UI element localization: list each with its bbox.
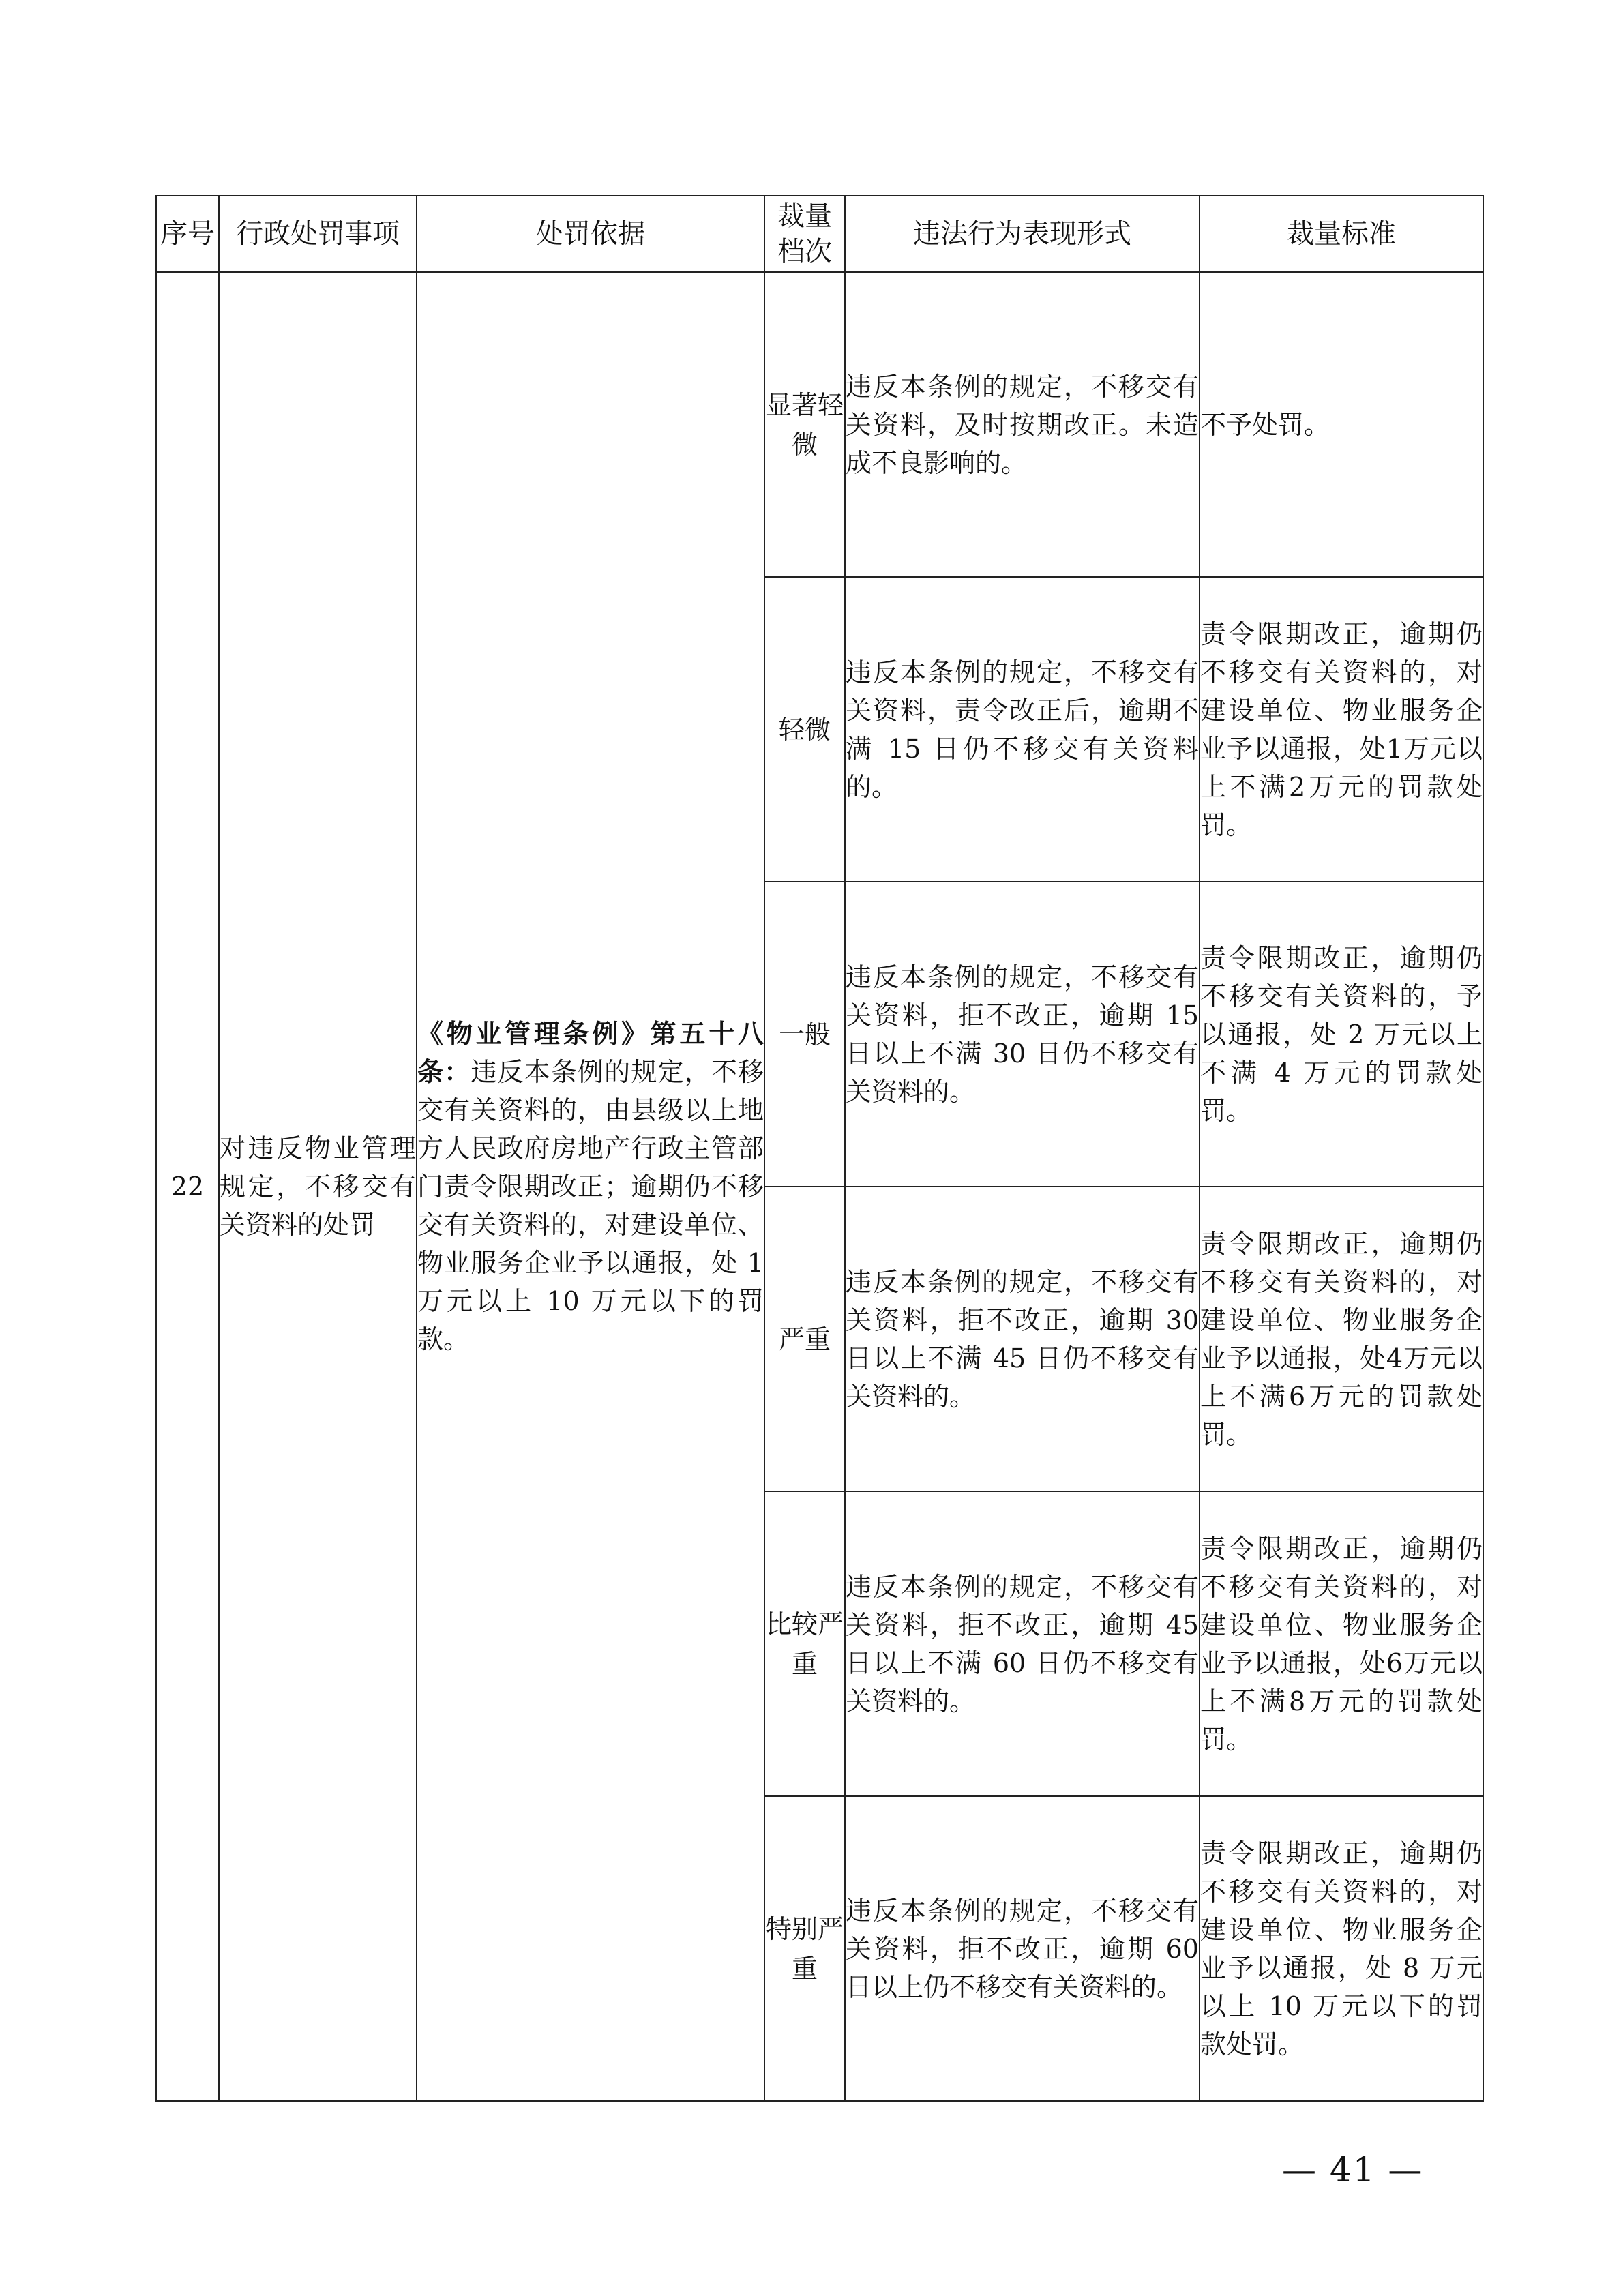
entry-item: 对违反物业管理规定，不移交有关资料的处罚 — [219, 272, 417, 2101]
standard-cell: 责令限期改正，逾期仍不移交有关资料的，对建设单位、物业服务企业予以通报，处 8 万元以上 10 万元以下的罚款处罚。 — [1200, 1796, 1483, 2101]
standard-cell: 责令限期改正，逾期仍不移交有关资料的，对建设单位、物业服务企业予以通报，处6万元以上不满8万元的罚款处罚。 — [1200, 1491, 1483, 1796]
page-number: — 41 — — [1282, 2150, 1424, 2190]
basis-title: 《物业管理条例》第五十八条： — [417, 1019, 764, 1087]
behavior-cell: 违反本条例的规定，不移交有关资料，拒不改正，逾期 30 日以上不满 45 日仍不移交有关资料的。 — [845, 1187, 1200, 1491]
level-cell: 显著轻微 — [764, 272, 845, 577]
standard-cell: 不予处罚。 — [1200, 272, 1483, 577]
behavior-cell: 违反本条例的规定，不移交有关资料，拒不改正，逾期 60 日以上仍不移交有关资料的。 — [845, 1796, 1200, 2101]
behavior-cell: 违反本条例的规定，不移交有关资料，责令改正后，逾期不满 15 日仍不移交有关资料的。 — [845, 577, 1200, 882]
header-seq: 序号 — [156, 196, 219, 272]
header-item: 行政处罚事项 — [219, 196, 417, 272]
basis-text: 违反本条例的规定，不移交有关资料的，由县级以上地方人民政府房地产行政主管部门责令限期改正；逾期仍不移交有关资料的，对建设单位、物业服务企业予以通报，处 1 万元以上 10 万元以下的罚款。 — [417, 1057, 764, 1354]
behavior-cell: 违反本条例的规定，不移交有关资料，拒不改正，逾期 15 日以上不满 30 日仍不移交有关资料的。 — [845, 882, 1200, 1187]
level-cell: 严重 — [764, 1187, 845, 1491]
header-behavior: 违法行为表现形式 — [845, 196, 1200, 272]
level-cell: 一般 — [764, 882, 845, 1187]
table-row — [156, 272, 1483, 577]
header-standard: 裁量标准 — [1200, 196, 1483, 272]
penalty-discretion-table — [155, 195, 1484, 2102]
entry-basis — [417, 272, 764, 2101]
standard-cell: 责令限期改正，逾期仍不移交有关资料的，予以通报，处 2 万元以上不满 4 万元的罚款处罚。 — [1200, 882, 1483, 1187]
standard-cell: 责令限期改正，逾期仍不移交有关资料的，对建设单位、物业服务企业予以通报，处1万元以上不满2万元的罚款处罚。 — [1200, 577, 1483, 882]
level-cell: 比较严重 — [764, 1491, 845, 1796]
level-cell: 特别严重 — [764, 1796, 845, 2101]
level-cell: 轻微 — [764, 577, 845, 882]
header-level: 裁量档次 — [764, 196, 845, 272]
table-header-row — [156, 196, 1483, 272]
entry-seq: 22 — [156, 272, 219, 2101]
behavior-cell: 违反本条例的规定，不移交有关资料，拒不改正，逾期 45 日以上不满 60 日仍不移交有关资料的。 — [845, 1491, 1200, 1796]
header-basis: 处罚依据 — [417, 196, 764, 272]
behavior-cell: 违反本条例的规定，不移交有关资料，及时按期改正。未造成不良影响的。 — [845, 272, 1200, 577]
standard-cell: 责令限期改正，逾期仍不移交有关资料的，对建设单位、物业服务企业予以通报，处4万元以上不满6万元的罚款处罚。 — [1200, 1187, 1483, 1491]
